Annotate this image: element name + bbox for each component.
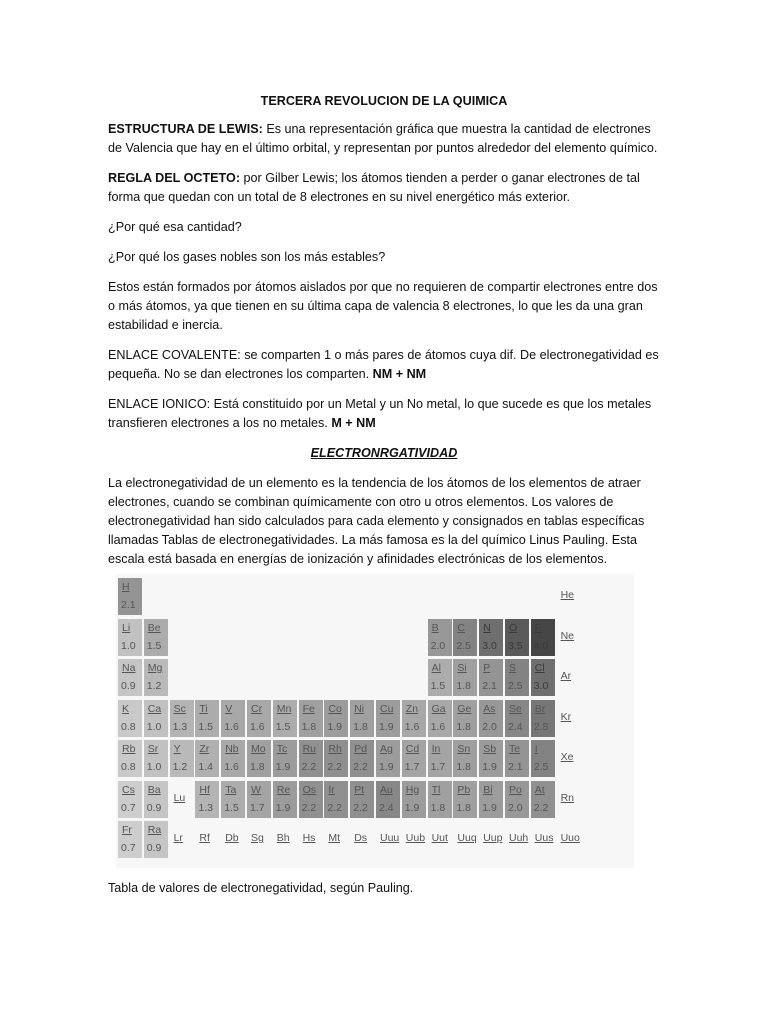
element-symbol: He (560, 589, 575, 601)
element-cell-se[interactable] (505, 700, 529, 737)
element-cell-he[interactable] (557, 578, 581, 615)
element-symbol: Ne (560, 629, 575, 642)
element-electronegativity: 3.5 (508, 639, 523, 652)
element-symbol: Bi (483, 783, 493, 796)
element-symbol: Uuu (380, 832, 400, 844)
element-electronegativity: 1.5 (430, 680, 446, 692)
element-cell-ar[interactable] (557, 659, 581, 696)
element-cell-ag[interactable] (376, 740, 400, 777)
element-cell-po[interactable] (505, 781, 529, 818)
element-cell-c[interactable] (453, 619, 477, 656)
octeto-text: por Gilber Lewis; los átomos tienden a perder o ganar electrones de tal forma que quedan con un total de 8 electrones en su nivel energético más exterior. (108, 171, 640, 204)
element-symbol: Zr (199, 743, 210, 755)
element-cell-uuh[interactable] (505, 821, 529, 858)
element-electronegativity: 0.7 (121, 842, 136, 854)
element-symbol: Uub (405, 832, 426, 844)
element-symbol: Xe (560, 751, 574, 763)
element-cell-ta[interactable] (221, 781, 245, 818)
element-symbol: Ir (328, 783, 335, 796)
element-symbol: Nb (225, 743, 239, 755)
element-cell-al[interactable] (428, 659, 452, 696)
element-symbol: Sb (483, 743, 497, 755)
element-symbol: Sg (251, 832, 264, 844)
element-electronegativity: 2.8 (533, 720, 549, 733)
element-cell-bh[interactable] (273, 821, 297, 858)
element-cell-sr[interactable] (144, 740, 168, 777)
element-symbol: Pd (354, 743, 368, 755)
element-cell-as[interactable] (479, 700, 503, 737)
noble-gases-paragraph: Estos están formados por átomos aislados por que no requieren de compartir electrones entre dos o más átomos, ya que tienen en su última capa de valencia 8 electrones, lo que les da una gran estabilidad e inercia. (108, 280, 658, 332)
element-electronegativity: 2.2 (301, 801, 317, 814)
element-electronegativity: 1.9 (275, 761, 291, 773)
element-symbol: Rf (199, 832, 210, 844)
element-electronegativity: 1.9 (404, 801, 420, 814)
ionico-paragraph (108, 395, 660, 433)
element-symbol: Te (509, 743, 521, 755)
element-cell-o[interactable] (505, 619, 529, 656)
element-electronegativity: 1.8 (456, 680, 471, 692)
element-cell-ne[interactable] (557, 619, 581, 656)
element-symbol: Tc (276, 743, 288, 755)
lewis-paragraph (108, 120, 660, 158)
element-symbol: Ds (354, 832, 368, 844)
ionico-text: ENLACE IONICO: Está constituido por un Metal y un No metal, lo que sucede es que los metales transfieren electrones a los no metales. (108, 397, 652, 430)
element-cell-rn[interactable] (557, 781, 581, 818)
element-electronegativity: 1.6 (250, 720, 265, 733)
element-cell-v[interactable] (221, 700, 245, 737)
element-symbol: Sc (173, 702, 186, 715)
element-cell-br[interactable] (531, 700, 555, 737)
element-electronegativity: 1.4 (198, 761, 213, 773)
element-symbol: Br (534, 702, 546, 715)
element-symbol: Re (276, 783, 291, 796)
element-cell-pb[interactable] (453, 781, 477, 818)
element-cell-hs[interactable] (299, 821, 323, 858)
element-symbol: Uuq (457, 832, 477, 844)
element-symbol: Lu (173, 791, 186, 804)
element-symbol: Ge (457, 702, 472, 715)
element-electronegativity: 1.0 (146, 720, 162, 733)
element-electronegativity: 1.8 (353, 720, 368, 733)
element-cell-au[interactable] (376, 781, 400, 818)
element-cell-ca[interactable] (144, 700, 168, 737)
element-cell-uuq[interactable] (453, 821, 477, 858)
element-symbol: Tl (431, 783, 441, 796)
element-cell-fe[interactable] (299, 700, 323, 737)
element-cell-f[interactable] (531, 619, 555, 656)
element-electronegativity: 1.9 (482, 761, 497, 773)
element-cell-ra[interactable] (144, 821, 168, 858)
section-title: ELECTRONRGATIVIDAD (310, 446, 458, 460)
element-symbol: Co (328, 702, 342, 715)
element-symbol: Rb (122, 743, 136, 755)
lewis-text: Es una representación gráfica que muestra la cantidad de electrones de Valencia que hay en el último orbital, y representan por puntos alrededor del elemento químico. (108, 122, 658, 155)
element-electronegativity: 2.5 (456, 639, 471, 652)
element-cell-mo[interactable] (247, 740, 271, 777)
element-symbol: Ta (225, 783, 237, 796)
element-symbol: Cs (122, 783, 135, 796)
element-cell-ga[interactable] (428, 700, 452, 737)
element-cell-cr[interactable] (247, 700, 271, 737)
element-electronegativity: 1.6 (224, 761, 239, 773)
element-electronegativity: 2.4 (508, 720, 523, 733)
element-symbol: Db (225, 832, 239, 844)
element-electronegativity: 2.1 (482, 680, 497, 692)
element-symbol: Cd (405, 743, 420, 755)
element-symbol: Pb (457, 783, 471, 796)
element-cell-rf[interactable] (195, 821, 219, 858)
element-electronegativity: 1.7 (250, 801, 265, 814)
element-symbol: Ni (354, 702, 365, 715)
electronegativity-paragraph: La electronegatividad de un elemento es la tendencia de los átomos de los elementos de atraer electrones, cuando se combinan químicamente con otro u otros elementos. Los valores de electronegatividad han sido calculados para cada elemento y consignados en tablas específicas llamadas Tablas de electronegatividades. La más famosa es la del químico Linus Pauling. Esta escala está basada en energías de ionización y afinidades electrónicas de los elementos. (108, 476, 645, 566)
element-cell-uus[interactable] (531, 821, 555, 858)
element-symbol: Hs (302, 832, 316, 844)
covalente-text: ENLACE COVALENTE: se comparten 1 o más pares de átomos cuya dif. De electronegatividad es pequeña. No se dan electrones los comparten. (108, 348, 659, 381)
element-symbol: Os (302, 783, 317, 796)
element-cell-i[interactable] (531, 740, 555, 777)
element-symbol: C (457, 621, 465, 634)
element-cell-ds[interactable] (350, 821, 374, 858)
element-cell-tc[interactable] (273, 740, 297, 777)
element-electronegativity: 2.2 (353, 761, 368, 773)
element-cell-sn[interactable] (453, 740, 477, 777)
element-symbol: Uuh (509, 832, 529, 844)
element-symbol: Kr (560, 710, 572, 723)
element-symbol: Au (380, 783, 393, 796)
element-electronegativity: 1.9 (327, 720, 342, 733)
element-electronegativity: 2.5 (508, 680, 523, 692)
element-cell-pd[interactable] (350, 740, 374, 777)
element-symbol: O (509, 621, 518, 634)
element-cell-zr[interactable] (195, 740, 219, 777)
octeto-paragraph (108, 169, 660, 207)
element-electronegativity: 0.9 (146, 842, 162, 854)
element-cell-s[interactable] (505, 659, 529, 696)
element-cell-cd[interactable] (402, 740, 426, 777)
element-cell-bi[interactable] (479, 781, 503, 818)
element-cell-be[interactable] (144, 619, 168, 656)
element-symbol: I (534, 743, 538, 755)
element-electronegativity: 1.7 (430, 761, 446, 773)
element-cell-mt[interactable] (324, 821, 348, 858)
element-cell-cs[interactable] (118, 781, 142, 818)
element-electronegativity: 2.2 (353, 801, 368, 814)
element-electronegativity: 2.0 (508, 801, 523, 814)
element-symbol: W (251, 783, 261, 796)
element-symbol: Cl (534, 662, 545, 674)
element-electronegativity: 1.5 (146, 639, 162, 652)
element-electronegativity: 1.8 (301, 720, 317, 733)
element-electronegativity: 1.6 (404, 720, 420, 733)
element-electronegativity: 1.5 (224, 801, 239, 814)
element-symbol: Cr (251, 702, 263, 715)
element-cell-zn[interactable] (402, 700, 426, 737)
element-cell-y[interactable] (170, 740, 194, 777)
element-cell-uut[interactable] (428, 821, 452, 858)
element-symbol: Sn (457, 743, 471, 755)
periodic-table (116, 574, 634, 868)
element-electronegativity: 1.5 (275, 720, 291, 733)
element-symbol: Hg (405, 783, 420, 796)
element-electronegativity: 1.8 (456, 801, 471, 814)
element-electronegativity: 0.9 (121, 680, 136, 692)
element-cell-w[interactable] (247, 781, 271, 818)
element-electronegativity: 2.2 (327, 761, 342, 773)
element-symbol: Ti (199, 702, 208, 715)
element-cell-at[interactable] (531, 781, 555, 818)
page-title: TERCERA REVOLUCION DE LA QUIMICA (260, 94, 508, 108)
element-cell-sc[interactable] (170, 700, 194, 737)
element-electronegativity: 2.0 (430, 639, 446, 652)
element-symbol: Mg (147, 662, 163, 674)
element-electronegativity: 3.0 (533, 680, 549, 692)
element-electronegativity: 1.8 (456, 761, 471, 773)
element-symbol: Bh (276, 832, 290, 844)
element-electronegativity: 1.9 (275, 801, 291, 814)
element-cell-fr[interactable] (118, 821, 142, 858)
element-cell-ba[interactable] (144, 781, 168, 818)
element-cell-ru[interactable] (299, 740, 323, 777)
covalente-paragraph (108, 346, 660, 384)
element-electronegativity: 0.9 (146, 801, 162, 814)
element-symbol: Si (457, 662, 467, 674)
element-symbol: Na (122, 662, 136, 674)
element-electronegativity: 1.7 (404, 761, 420, 773)
element-symbol: K (122, 702, 130, 715)
element-symbol: S (509, 662, 517, 674)
element-cell-cl[interactable] (531, 659, 555, 696)
element-electronegativity: 1.9 (482, 801, 497, 814)
element-cell-nb[interactable] (221, 740, 245, 777)
element-cell-re[interactable] (273, 781, 297, 818)
element-symbol: Zn (405, 702, 419, 715)
element-electronegativity: 1.3 (172, 720, 188, 733)
element-electronegativity: 1.9 (379, 720, 394, 733)
element-electronegativity: 1.3 (198, 801, 213, 814)
element-symbol: Ru (302, 743, 317, 755)
element-symbol: Be (147, 621, 161, 634)
element-symbol: Lr (173, 832, 183, 844)
element-cell-h[interactable] (118, 578, 142, 615)
element-cell-os[interactable] (299, 781, 323, 818)
element-electronegativity: 3.0 (482, 639, 497, 652)
element-electronegativity: 1.0 (146, 761, 162, 773)
element-cell-uuo[interactable] (557, 821, 581, 858)
element-cell-sg[interactable] (247, 821, 271, 858)
element-symbol: F (534, 621, 542, 634)
element-symbol: Sr (147, 743, 159, 755)
element-cell-si[interactable] (453, 659, 477, 696)
element-electronegativity: 0.7 (121, 801, 136, 814)
element-symbol: Cu (380, 702, 394, 715)
element-cell-xe[interactable] (557, 740, 581, 777)
element-electronegativity: 2.2 (301, 761, 317, 773)
element-cell-in[interactable] (428, 740, 452, 777)
element-electronegativity: 2.0 (482, 720, 497, 733)
element-symbol: H (122, 581, 130, 593)
element-cell-ti[interactable] (195, 700, 219, 737)
element-electronegativity: 0.8 (121, 761, 136, 773)
element-electronegativity: 1.5 (198, 720, 213, 733)
document-body (108, 92, 660, 580)
element-cell-kr[interactable] (557, 700, 581, 737)
element-electronegativity: 2.1 (121, 599, 136, 611)
element-symbol: Ca (147, 702, 162, 715)
element-symbol: Y (173, 743, 181, 755)
element-electronegativity: 1.2 (146, 680, 162, 692)
element-symbol: Li (122, 621, 131, 634)
element-symbol: Fe (302, 702, 315, 715)
element-symbol: Mt (328, 832, 341, 844)
octeto-label: REGLA DEL OCTETO: (108, 171, 241, 185)
element-electronegativity: 2.4 (379, 801, 394, 814)
element-symbol: V (225, 702, 233, 715)
element-cell-tl[interactable] (428, 781, 452, 818)
lewis-label: ESTRUCTURA DE LEWIS: (108, 122, 263, 136)
element-cell-cu[interactable] (376, 700, 400, 737)
element-cell-hf[interactable] (195, 781, 219, 818)
element-symbol: Rh (328, 743, 342, 755)
element-cell-ni[interactable] (350, 700, 374, 737)
element-symbol: At (534, 783, 545, 796)
element-symbol: N (483, 621, 491, 634)
element-electronegativity: 2.1 (508, 761, 523, 773)
element-symbol: Po (509, 783, 522, 796)
element-electronegativity: 4.0 (533, 639, 549, 652)
element-cell-ir[interactable] (324, 781, 348, 818)
element-symbol: Mn (276, 702, 292, 715)
element-electronegativity: 0.8 (121, 720, 136, 733)
element-cell-li[interactable] (118, 619, 142, 656)
element-electronegativity: 1.8 (250, 761, 265, 773)
element-symbol: In (431, 743, 441, 755)
element-symbol: Uup (483, 832, 503, 844)
element-cell-hg[interactable] (402, 781, 426, 818)
element-symbol: Hf (199, 783, 210, 796)
element-symbol: Pt (354, 783, 365, 796)
element-cell-n[interactable] (479, 619, 503, 656)
question-1: ¿Por qué esa cantidad? (108, 220, 242, 234)
element-symbol: Uut (431, 832, 448, 844)
question-2: ¿Por qué los gases nobles son los más estables? (108, 250, 386, 264)
element-symbol: As (483, 702, 496, 715)
element-cell-mn[interactable] (273, 700, 297, 737)
element-electronegativity: 1.8 (430, 801, 446, 814)
element-symbol: Ga (431, 702, 446, 715)
table-caption: Tabla de valores de electronegatividad, según Pauling. (108, 881, 414, 895)
element-electronegativity: 2.2 (533, 801, 549, 814)
element-cell-na[interactable] (118, 659, 142, 696)
element-cell-db[interactable] (221, 821, 245, 858)
element-symbol: P (483, 662, 491, 674)
element-cell-uub[interactable] (402, 821, 426, 858)
element-symbol: Uuo (560, 832, 580, 844)
element-cell-uuu[interactable] (376, 821, 400, 858)
element-cell-te[interactable] (505, 740, 529, 777)
element-symbol: Se (509, 702, 522, 715)
element-cell-uup[interactable] (479, 821, 503, 858)
element-symbol: Ag (380, 743, 393, 755)
element-symbol: Al (431, 662, 441, 674)
element-cell-co[interactable] (324, 700, 348, 737)
element-symbol: Uus (534, 832, 554, 844)
element-cell-rh[interactable] (324, 740, 348, 777)
element-symbol: Rn (560, 791, 575, 804)
ionico-formula: M + NM (331, 416, 376, 430)
element-cell-b[interactable] (428, 619, 452, 656)
element-electronegativity: 1.0 (121, 639, 136, 652)
element-cell-lr[interactable] (170, 821, 194, 858)
element-electronegativity: 1.9 (379, 761, 394, 773)
element-electronegativity: 1.8 (456, 720, 471, 733)
element-cell-mg[interactable] (144, 659, 168, 696)
covalente-formula: NM + NM (372, 367, 427, 381)
element-symbol: Fr (122, 824, 132, 836)
element-electronegativity: 2.2 (327, 801, 342, 814)
element-electronegativity: 1.2 (172, 761, 188, 773)
element-cell-k[interactable] (118, 700, 142, 737)
element-cell-ge[interactable] (453, 700, 477, 737)
element-electronegativity: 1.6 (224, 720, 239, 733)
element-electronegativity: 2.5 (533, 761, 549, 773)
element-cell-sb[interactable] (479, 740, 503, 777)
element-symbol: Ra (147, 824, 162, 836)
element-cell-rb[interactable] (118, 740, 142, 777)
element-symbol: Ar (560, 670, 572, 682)
element-symbol: Mo (251, 743, 266, 755)
element-symbol: Ba (147, 783, 161, 796)
element-cell-p[interactable] (479, 659, 503, 696)
element-cell-lu[interactable] (170, 781, 194, 818)
element-cell-pt[interactable] (350, 781, 374, 818)
element-symbol: B (431, 621, 439, 634)
element-electronegativity: 1.6 (430, 720, 446, 733)
